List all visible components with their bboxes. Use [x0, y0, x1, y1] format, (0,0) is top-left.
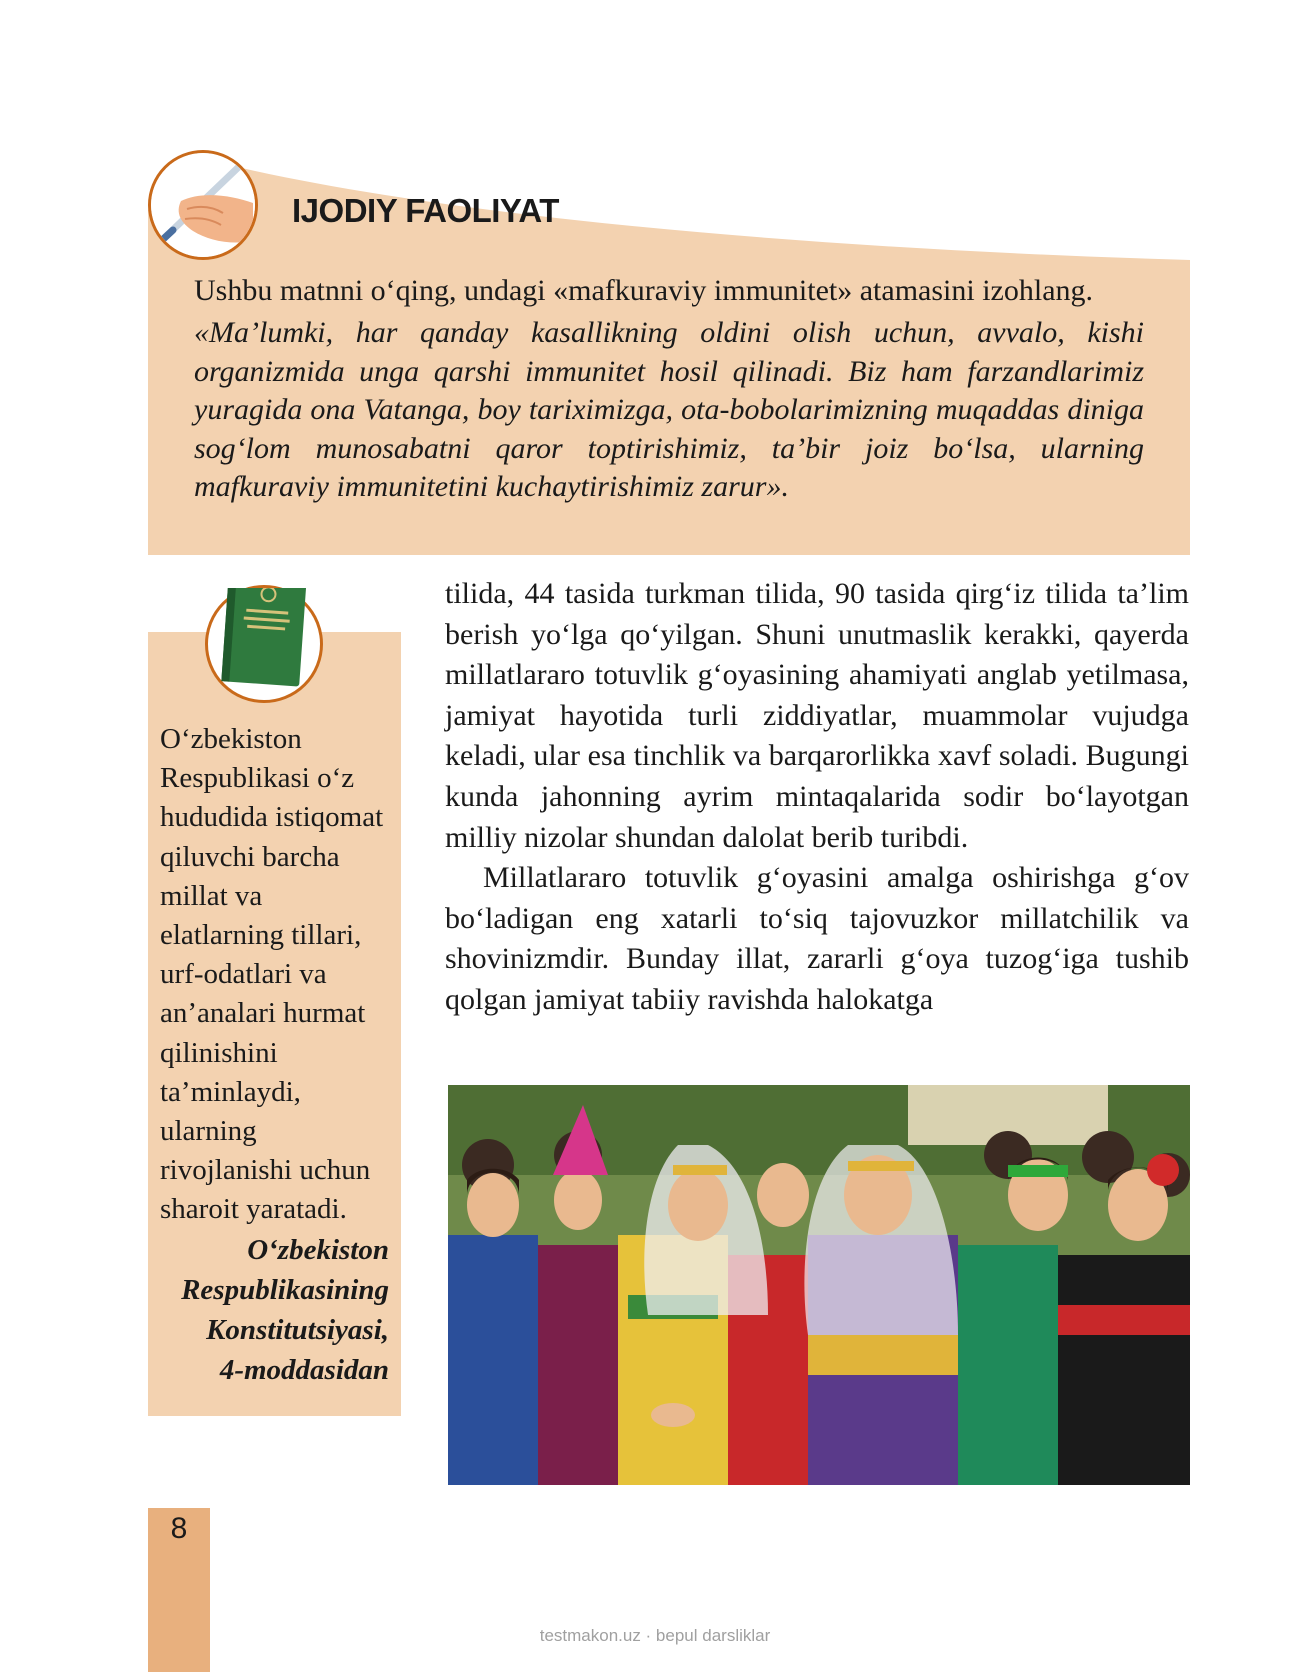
main-text — [445, 574, 1189, 1021]
hand-writing-icon — [148, 150, 258, 260]
main-paragraph-1: tilida, 44 tasida turkman tilida, 90 tasida qirg‘iz tilida ta’lim berish yo‘lga qo‘yilgan. Shuni unutmaslik kerakki, qayerda millatlararo totuvlik g‘oyasining ahamiyati anglab yetilmasa, jamiyat hayotida turli ziddiyatlar, muammolar vujudga keladi, ular esa tinchlik va barqarorlikka xavf soladi. Bugungi kunda jahonning ayrim mintaqalarida sodir bo‘layotgan milliy nizolar shundan dalolat berib turibdi. — [445, 577, 1189, 854]
national-costumes-photo — [448, 1085, 1190, 1485]
page-number: 8 — [170, 1512, 188, 1545]
sidebar-source-line2: Konstitutsiyasi, — [206, 1313, 389, 1346]
sidebar-source-line1: O‘zbekiston Respublikasining — [181, 1233, 389, 1306]
watermark: testmakon.uz · bepul darsliklar — [539, 1626, 771, 1645]
main-paragraph-2: Millatlararo totuvlik g‘oyasini amalga oshirishga g‘ov bo‘ladigan eng xatarli to‘siq tajovuzkor millatchilik va shovinizmdir. Bunday illat, zararli g‘oya tuzog‘iga tushib qolgan jamiyat tabiiy ravishda halokatga — [445, 861, 1189, 1016]
sidebar-source-line3: 4-moddasidan — [219, 1353, 389, 1386]
constitution-book-icon — [205, 585, 323, 703]
activity-quote: «Ma’lumki, har qanday kasallikning oldini olish uchun, avvalo, kishi organizmida unga qarshi immunitet hosil qilinadi. Biz ham farzandlarimiz yuragida ona Vatanga, boy tariximizga, ota-bobolarimizning muqaddas diniga sog‘lom munosabatni qaror toptirishimiz, ta’bir joiz bo‘lsa, ularning mafkuraviy immunitetini kuchaytirishimiz zarur». — [194, 316, 1144, 503]
sidebar-text: O‘zbekiston Respublikasi o‘z hududida istiqomat qiluvchi barcha millat va elatlarning tillari, urf-odatlari va an’analari hurmat qilinishini ta’minlaydi, ularning rivojlanishi uchun sharoit yaratadi. — [160, 723, 384, 1226]
activity-title: IJODIY FAOLIYAT — [292, 192, 559, 229]
activity-task: Ushbu matnni o‘qing, undagi «mafkuraviy immunitet» atamasini izohlang. — [194, 274, 1094, 307]
activity-box — [148, 260, 1190, 555]
constitution-sidebar — [148, 632, 401, 1416]
sidebar-source — [160, 1230, 389, 1390]
